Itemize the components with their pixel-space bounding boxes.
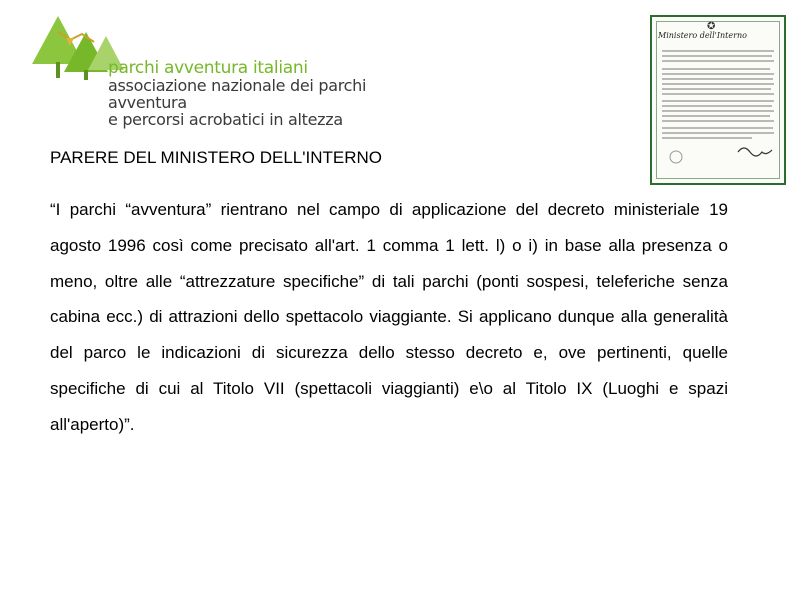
- thumbnail-text-lines: [652, 17, 784, 183]
- page-title: PARERE DEL MINISTERO DELL'INTERNO: [50, 148, 382, 167]
- association-logo: [28, 12, 448, 129]
- thumbnail-header: Ministero dell'Interno: [658, 31, 747, 40]
- logo-line-2: associazione nazionale dei parchi avventura: [108, 76, 367, 112]
- logo-line-3: e percorsi acrobatici in altezza: [108, 110, 343, 129]
- emblem-icon: ✪: [707, 21, 716, 32]
- ministry-letter-thumbnail: [650, 15, 786, 185]
- ministry-opinion-quote: “I parchi “avventura” rientrano nel campo di applicazione del decreto ministeriale 19 agosto 1996 così come precisato all'art. 1 comma 1 lett. l) o i) in base alla presenza o meno, oltre alle “attrezzature specifiche” di tali parchi (ponti sospesi, teleferiche senza cabina ecc.) di attrazioni dello spettacolo viaggiante. Si applicano dunque alla generalità del parco le indicazioni di sicurezza dello stesso decreto e, ove pertinenti, quelle specifiche di cui al Titolo VII (spettacoli viaggianti) e\o al Titolo IX (Luoghi e spazi all'aperto)”.: [50, 200, 728, 434]
- logo-line-1: parchi avventura italiani: [108, 58, 308, 78]
